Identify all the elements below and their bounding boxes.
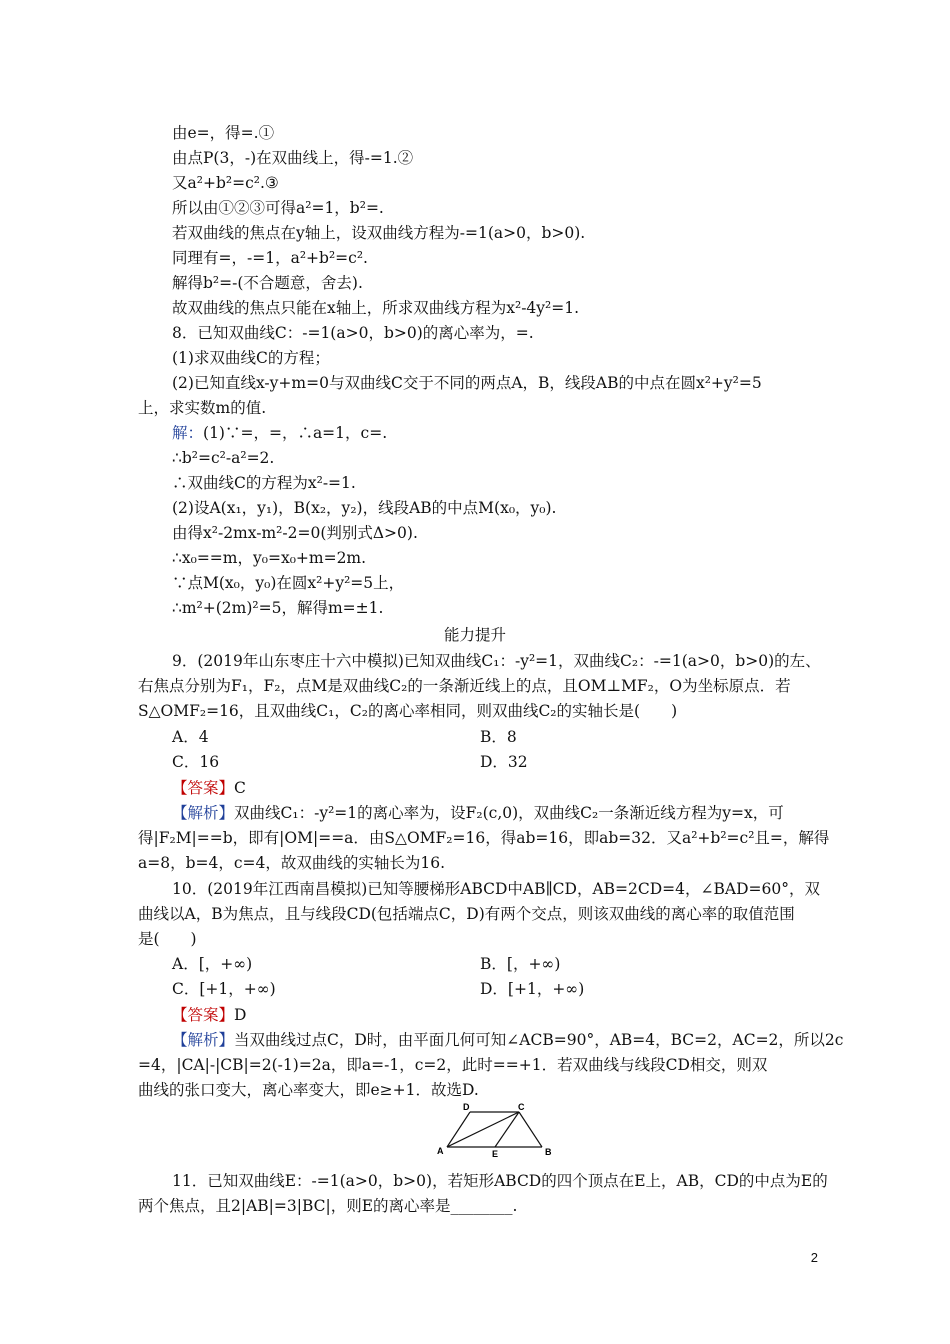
analysis-text: 得|F₂M|==b，即有|OM|==a．由S△OMF₂=16，得ab=16，即ab=32．又a²+b²=c²且=，解得 [138, 829, 830, 847]
text-line: 同理有=，-=1，a²+b²=c². [172, 249, 368, 267]
answer-line [172, 777, 820, 799]
option-c: C．[+1，+∞) [172, 980, 276, 998]
question-8-part2: (2)已知直线x-y+m=0与双曲线C交于不同的两点A，B，线段AB的中点在圆x²+y²=5 [172, 374, 762, 392]
label-a: A [437, 1146, 444, 1156]
question-9-stem-cont: S△OMF₂=16，且双曲线C₁，C₂的离心率相同，则双曲线C₂的实轴长是( ) [138, 702, 678, 720]
text-line: ∴b²=c²-a²=2. [172, 449, 275, 467]
analysis-text: a=8，b=4，c=4，故双曲线的实轴长为16. [138, 854, 446, 872]
question-9-stem-cont: 右焦点分别为F₁，F₂，点M是双曲线C₂的一条渐近线上的点，且OM⊥MF₂，O为坐标原点．若 [138, 677, 791, 695]
option-b: B．8 [480, 728, 517, 746]
trapezoid-figure [435, 1102, 555, 1160]
analysis-line [172, 1029, 844, 1051]
answer-tag: 【答案】 [172, 1006, 235, 1024]
question-11-stem: 11．已知双曲线E：-=1(a>0，b>0)，若矩形ABCD的四个顶点在E上，AB，CD的中点为E的 [172, 1172, 828, 1190]
text-line: ∴双曲线C的方程为x²-=1. [172, 474, 356, 492]
page-number: 2 [810, 1250, 818, 1265]
option-a: A．[，+∞) [172, 955, 253, 973]
text-line: 解得b²=-(不合题意，舍去). [172, 274, 363, 292]
text-line: ∴m²+(2m)²=5，解得m=±1. [172, 599, 384, 617]
text-line: 又a²+b²=c².③ [172, 174, 279, 192]
text-line: 故双曲线的焦点只能在x轴上，所求双曲线方程为x²-4y²=1. [172, 299, 580, 317]
analysis-text: 双曲线C₁：-y²=1的离心率为，设F₂(c,0)，双曲线C₂一条渐近线方程为y=x，可 [234, 804, 784, 822]
section-heading: 能力提升 [443, 626, 506, 644]
answer-tag: 【答案】 [172, 779, 235, 797]
text-line: 若双曲线的焦点在y轴上，设双曲线方程为-=1(a>0，b>0). [172, 224, 586, 242]
option-b: B．[，+∞) [480, 955, 561, 973]
option-a: A．4 [172, 728, 209, 746]
question-8-part1: (1)求双曲线C的方程； [172, 349, 330, 367]
analysis-line [172, 802, 820, 824]
text-line: ∴x₀==m，y₀=x₀+m=2m. [172, 549, 367, 567]
answer-line [172, 1004, 820, 1026]
label-d: D [463, 1102, 470, 1112]
question-8-part2-cont: 上，求实数m的值. [138, 399, 267, 417]
text-line: 所以由①②③可得a²=1，b²=. [172, 199, 384, 217]
question-10-stem: 10．(2019年江西南昌模拟)已知等腰梯形ABCD中AB∥CD，AB=2CD=4，∠BAD=60°，双 [172, 880, 820, 898]
question-8-stem: 8．已知双曲线C：-=1(a>0，b>0)的离心率为，=. [172, 324, 534, 342]
label-e: E [492, 1149, 499, 1159]
analysis-tag: 【解析】 [172, 804, 235, 822]
text-line: 由得x²-2mx-m²-2=0(判别式Δ>0). [172, 524, 418, 542]
solution-line [172, 422, 820, 444]
option-d: D．[+1，+∞) [480, 980, 585, 998]
segment-bc [519, 1112, 542, 1147]
option-d: D．32 [480, 753, 528, 771]
text-line: (2)设A(x₁，y₁)，B(x₂，y₂)，线段AB的中点M(x₀，y₀). [172, 499, 557, 517]
question-9-stem: 9．(2019年山东枣庄十六中模拟)已知双曲线C₁：-y²=1，双曲线C₂：-=1(a>0，b>0)的左、 [172, 652, 821, 670]
analysis-tag: 【解析】 [172, 1031, 235, 1049]
analysis-text: 当双曲线过点C，D时，由平面几何可知∠ACB=90°，AB=4，BC=2，AC=2，所以2c [234, 1031, 844, 1049]
answer-value: D [234, 1006, 247, 1024]
label-b: B [545, 1147, 552, 1157]
text-line: ∵点M(x₀，y₀)在圆x²+y²=5上， [172, 574, 405, 592]
answer-value: C [234, 779, 246, 797]
solution-text: (1)∵=，=，∴a=1，c=. [203, 424, 388, 442]
label-c: C [518, 1102, 525, 1112]
text-line: 由点P(3，-)在双曲线上，得-=1.② [172, 149, 414, 167]
question-10-stem-cont: 是( ) [138, 930, 197, 948]
question-11-stem-cont: 两个焦点，且2|AB|=3|BC|，则E的离心率是________. [138, 1197, 518, 1215]
analysis-text: 曲线的张口变大，离心率变大，即e≥+1．故选D. [138, 1081, 479, 1099]
option-c: C．16 [172, 753, 220, 771]
question-10-stem-cont: 曲线以A，B为焦点，且与线段CD(包括端点C，D)有两个交点，则该双曲线的离心率的取值范围 [138, 905, 795, 923]
text-line: 由e=，得=.① [172, 124, 275, 142]
solution-tag: 解： [172, 424, 204, 442]
analysis-text: =4，|CA|-|CB|=2(-1)=2a，即a=-1，c=2，此时==+1．若双曲线与线段CD相交，则双 [138, 1056, 768, 1074]
